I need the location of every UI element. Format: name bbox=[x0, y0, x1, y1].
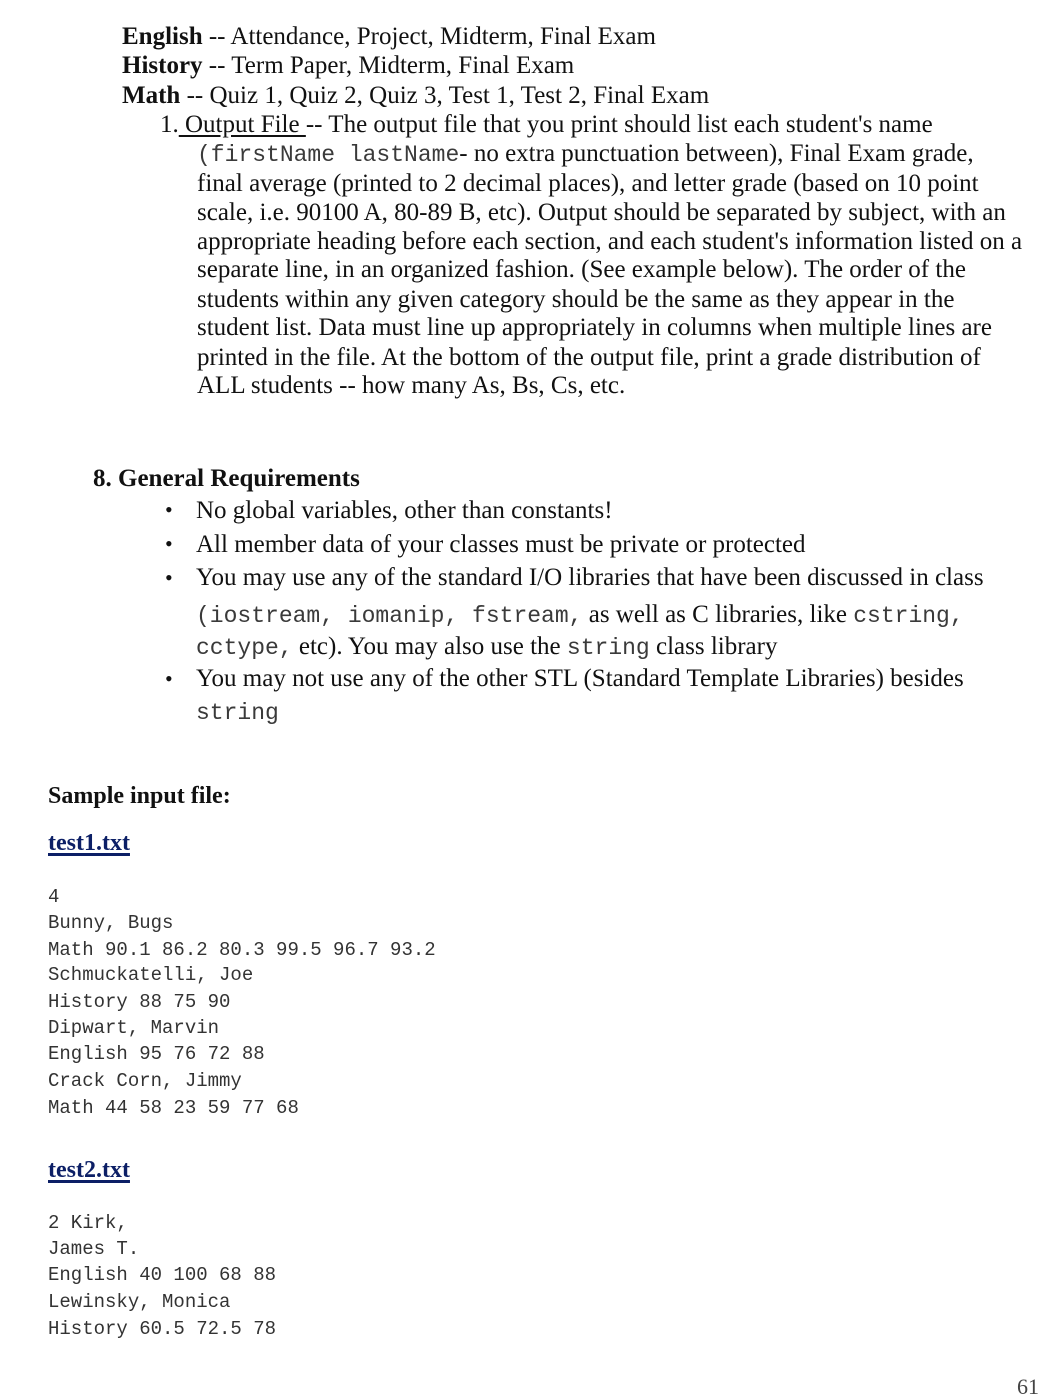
subject-items: Term Paper, Midterm, Final Exam bbox=[231, 52, 575, 79]
output-file-line: students within any given category should be the same as they appear in the bbox=[197, 286, 955, 313]
output-file-line: appropriate heading before each section, and each student's information listed on a bbox=[197, 228, 1023, 255]
requirement-2: All member data of your classes must be private or protected bbox=[196, 531, 806, 558]
output-file-line: ALL students -- how many As, Bs, Cs, etc. bbox=[197, 372, 626, 399]
subject-math: Math -- Quiz 1, Quiz 2, Quiz 3, Test 1, Test 2, Final Exam bbox=[122, 82, 710, 109]
subject-name: Math bbox=[122, 82, 181, 109]
code-line: Schmuckatelli, Joe bbox=[48, 964, 254, 986]
code-line: Dipwart, Marvin bbox=[48, 1017, 220, 1039]
code-line: 2 Kirk, bbox=[48, 1212, 128, 1234]
output-file-intro: 1. Output File -- The output file that you print should list each student's name bbox=[160, 111, 933, 138]
code-line: James T. bbox=[48, 1238, 140, 1260]
bullet-icon: • bbox=[165, 497, 173, 522]
output-file-label: Output File bbox=[178, 111, 306, 138]
code-line: Lewinsky, Monica bbox=[48, 1291, 231, 1313]
code-line: 4 bbox=[48, 886, 60, 908]
output-file-line: scale, i.e. 90100 A, 80-89 B, etc). Output should be separated by subject, with an bbox=[197, 199, 1006, 226]
requirement-3-line2: (iostream, iomanip, fstream, as well as C libraries, like cstring, bbox=[196, 601, 964, 629]
page-number: 61 bbox=[1017, 1374, 1039, 1399]
requirement-3-line3: cctype, etc). You may also use the string class library bbox=[196, 633, 778, 661]
subject-english: English -- Attendance, Project, Midterm, Final Exam bbox=[122, 23, 656, 50]
code-line: Math 90.1 86.2 80.3 99.5 96.7 93.2 bbox=[48, 939, 436, 961]
code-line: History 60.5 72.5 78 bbox=[48, 1318, 277, 1340]
requirement-1: No global variables, other than constants! bbox=[196, 497, 613, 524]
file-link-test2[interactable]: test2.txt bbox=[48, 1157, 130, 1183]
code-line: English 40 100 68 88 bbox=[48, 1264, 277, 1286]
output-file-line: final average (printed to 2 decimal places), and letter grade (based on 10 point bbox=[197, 170, 979, 197]
output-file-line: student list. Data must line up appropriately in columns when multiple lines are bbox=[197, 314, 992, 341]
subject-name: History bbox=[122, 52, 203, 79]
code-line: Bunny, Bugs bbox=[48, 912, 174, 934]
general-requirements-heading: 8. General Requirements bbox=[93, 465, 360, 492]
requirement-4-line2: string bbox=[196, 700, 279, 726]
subject-items: Quiz 1, Quiz 2, Quiz 3, Test 1, Test 2, Final Exam bbox=[209, 82, 710, 109]
requirement-4-line1: You may not use any of the other STL (Standard Template Libraries) besides bbox=[196, 665, 964, 692]
code-line: Math 44 58 23 59 77 68 bbox=[48, 1097, 299, 1119]
sample-input-heading: Sample input file: bbox=[48, 783, 231, 809]
requirement-3-line1: You may use any of the standard I/O libraries that have been discussed in class bbox=[196, 564, 984, 591]
code-line: English 95 76 72 88 bbox=[48, 1043, 265, 1065]
subject-items: Attendance, Project, Midterm, Final Exam bbox=[230, 23, 656, 50]
subject-name: English bbox=[122, 23, 203, 50]
output-file-line2: (firstName lastName- no extra punctuation between), Final Exam grade, bbox=[197, 140, 974, 168]
subject-history: History -- Term Paper, Midterm, Final Exam bbox=[122, 52, 575, 79]
bullet-icon: • bbox=[165, 666, 173, 691]
bullet-icon: • bbox=[165, 531, 173, 556]
file-link-test1[interactable]: test1.txt bbox=[48, 830, 130, 856]
output-file-line: separate line, in an organized fashion. (See example below). The order of the bbox=[197, 256, 966, 283]
bullet-icon: • bbox=[165, 565, 173, 590]
code-line: History 88 75 90 bbox=[48, 991, 231, 1013]
output-file-line: printed in the file. At the bottom of the output file, print a grade distribution of bbox=[197, 344, 981, 371]
code-name: (firstName lastName bbox=[197, 142, 460, 168]
code-line: Crack Corn, Jimmy bbox=[48, 1070, 242, 1092]
